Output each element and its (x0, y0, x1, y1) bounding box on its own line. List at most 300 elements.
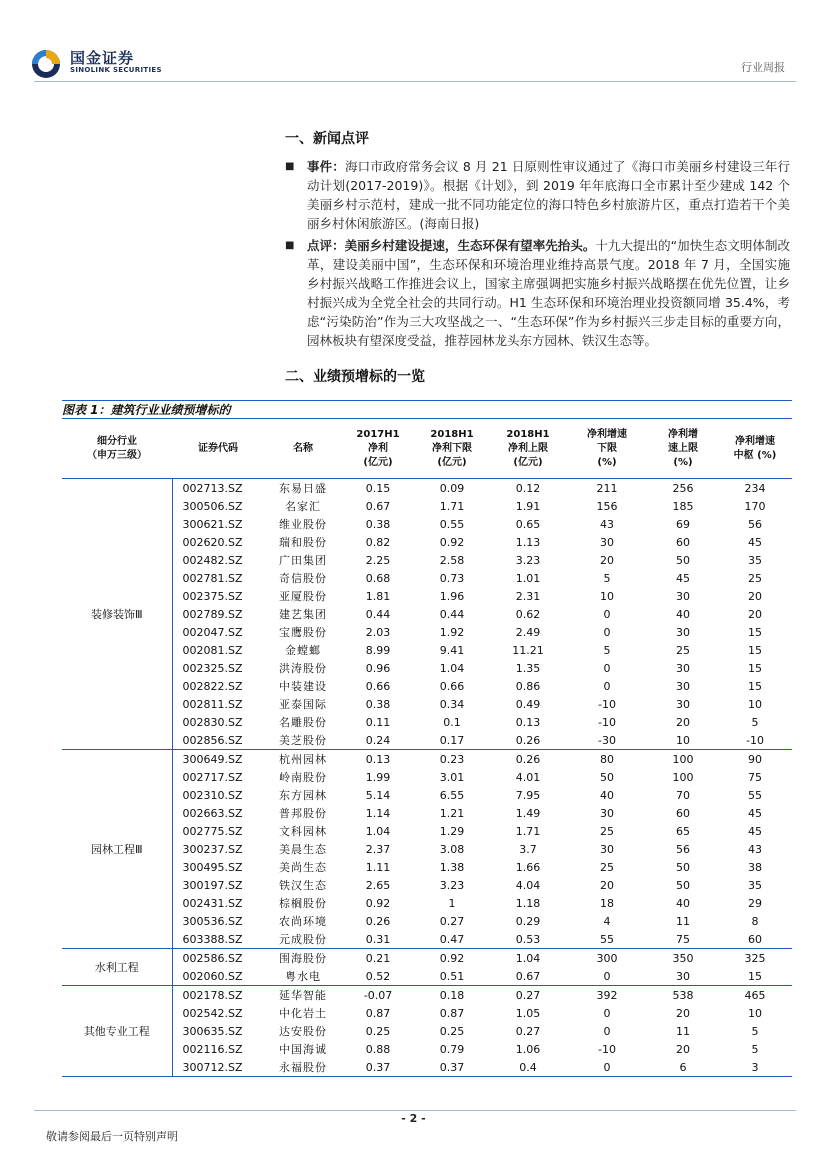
cell-name: 美尚生态 (279, 861, 327, 874)
cell-np2017: 0.26 (365, 914, 391, 928)
cell-code: 300197.SZ (182, 878, 243, 892)
cell-name: 中装建设 (279, 680, 327, 693)
col-header-industry: 细分行业 （申万三级） (62, 420, 172, 479)
col-header-high2018: 2018H1 净利上限 (亿元) (490, 420, 566, 479)
footer-divider (34, 1110, 796, 1111)
cell-growth-mid: 56 (748, 517, 762, 531)
cell-high2018: 0.49 (515, 697, 541, 711)
cell-name: 宝鹰股份 (279, 626, 327, 639)
bullet-square-icon: ■ (285, 161, 295, 172)
cell-growth-mid: 45 (748, 535, 762, 549)
cell-np2017: 1.81 (365, 589, 391, 603)
cell-growth-mid: 15 (748, 625, 762, 639)
cell-code: 002081.SZ (182, 643, 243, 657)
cell-name: 普邦股份 (279, 807, 327, 820)
bullet-event-text (307, 157, 790, 233)
cell-np2017: 2.65 (365, 878, 391, 892)
cell-growth-high: 256 (672, 481, 694, 495)
cell-growth-high: 45 (676, 571, 690, 585)
cell-growth-low: -10 (598, 1042, 616, 1056)
cell-name: 金螳螂 (285, 644, 321, 657)
cell-np2017: 2.37 (365, 842, 391, 856)
cell-np2017: 1.11 (365, 860, 391, 874)
table-row (62, 858, 792, 876)
cell-growth-mid: 45 (748, 806, 762, 820)
cell-low2018: 0.92 (439, 951, 465, 965)
cell-growth-mid: 8 (751, 914, 759, 928)
cell-np2017: 0.88 (365, 1042, 391, 1056)
cell-low2018: 0.37 (414, 1058, 490, 1077)
cell-low2018: 0.92 (439, 535, 465, 549)
cell-growth-high: 11 (676, 1024, 690, 1038)
cell-high2018: 0.53 (490, 930, 566, 949)
table-row (62, 930, 792, 949)
cell-code: 002781.SZ (182, 571, 243, 585)
cell-name: 粤水电 (264, 967, 342, 986)
cell-np2017: 0.21 (365, 951, 391, 965)
table-row (62, 569, 792, 587)
cell-high2018: 0.26 (490, 731, 566, 750)
table-row (62, 641, 792, 659)
cell-high2018: 1.35 (515, 661, 541, 675)
cell-np2017: 1.99 (365, 770, 391, 784)
cell-low2018: 0.1 (443, 715, 461, 729)
table-row (62, 876, 792, 894)
table-row (62, 967, 792, 986)
cell-name: 达安股份 (279, 1025, 327, 1038)
industry-cell: 园林工程Ⅲ (62, 750, 172, 949)
cell-growth-mid: 43 (748, 842, 762, 856)
cell-np2017: 0.52 (342, 967, 414, 986)
cell-name: 永福股份 (264, 1058, 342, 1077)
cell-growth-high: 50 (676, 878, 690, 892)
cell-growth-low: 392 (596, 988, 618, 1002)
cell-growth-mid: 325 (744, 951, 766, 965)
cell-name: 名家汇 (285, 500, 321, 513)
cell-growth-mid: 234 (744, 481, 766, 495)
cell-growth-mid: 38 (748, 860, 762, 874)
cell-high2018: 1.18 (515, 896, 541, 910)
cell-low2018: 0.44 (439, 607, 465, 621)
cell-high2018: 3.23 (515, 553, 541, 567)
cell-code: 002310.SZ (182, 788, 243, 802)
cell-low2018: 0.23 (439, 752, 465, 766)
cell-code: 002060.SZ (172, 967, 264, 986)
table-row (62, 1022, 792, 1040)
cell-code: 002822.SZ (182, 679, 243, 693)
cell-growth-mid: 465 (744, 988, 766, 1002)
table-row (62, 822, 792, 840)
cell-name: 岭南股份 (279, 771, 327, 784)
cell-low2018: 1.04 (439, 661, 465, 675)
table-row (62, 1040, 792, 1058)
cell-code: 002482.SZ (182, 553, 243, 567)
col-header-growth-low: 净利增速 下限 (%) (566, 420, 648, 479)
cell-code: 300621.SZ (182, 517, 243, 531)
cell-growth-high: 56 (676, 842, 690, 856)
table-row (62, 731, 792, 750)
table-row (62, 551, 792, 569)
cell-name: 东易日盛 (279, 482, 327, 495)
cell-low2018: 0.18 (439, 988, 465, 1002)
header-divider (34, 81, 796, 82)
cell-low2018: 1.21 (439, 806, 465, 820)
cell-low2018: 0.34 (439, 697, 465, 711)
table-row (62, 912, 792, 930)
cell-growth-low: 50 (600, 770, 614, 784)
cell-high2018: 0.29 (515, 914, 541, 928)
cell-growth-low: 0 (603, 1024, 611, 1038)
cell-high2018: 2.49 (515, 625, 541, 639)
cell-code: 002775.SZ (182, 824, 243, 838)
cell-growth-low: 10 (600, 589, 614, 603)
cell-growth-high: 40 (676, 607, 690, 621)
cell-high2018: 1.71 (515, 824, 541, 838)
table-row (62, 515, 792, 533)
cell-growth-mid: 5 (751, 1042, 759, 1056)
table-row (62, 713, 792, 731)
cell-growth-high: 30 (676, 625, 690, 639)
page-header (0, 0, 827, 110)
table-row (62, 986, 792, 1005)
cell-np2017: 1.14 (365, 806, 391, 820)
cell-growth-high: 50 (676, 553, 690, 567)
table-header-row (62, 420, 792, 479)
cell-np2017: 0.15 (365, 481, 391, 495)
cell-high2018: 1.06 (515, 1042, 541, 1056)
cell-np2017: 0.38 (365, 517, 391, 531)
cell-code: 002542.SZ (182, 1006, 243, 1020)
cell-growth-low: 4 (603, 914, 611, 928)
cell-growth-high: 30 (676, 679, 690, 693)
cell-growth-low: 0 (566, 967, 648, 986)
cell-growth-low: -30 (566, 731, 648, 750)
cell-high2018: 7.95 (515, 788, 541, 802)
cell-high2018: 4.04 (515, 878, 541, 892)
logo-name-cn: 国金证券 (70, 49, 135, 67)
table-row (62, 605, 792, 623)
cell-growth-high: 350 (672, 951, 694, 965)
cell-growth-low: 18 (600, 896, 614, 910)
cell-name: 美晨生态 (279, 843, 327, 856)
cell-np2017: 0.13 (365, 752, 391, 766)
cell-growth-high: 75 (648, 930, 718, 949)
table-row (62, 840, 792, 858)
cell-high2018: 1.05 (515, 1006, 541, 1020)
cell-growth-mid: 29 (748, 896, 762, 910)
cell-code: 002375.SZ (182, 589, 243, 603)
cell-code: 002047.SZ (182, 625, 243, 639)
cell-np2017: 0.11 (365, 715, 391, 729)
cell-code: 300635.SZ (182, 1024, 243, 1038)
bullet-event-body: 海口市政府常务会议 8 月 21 日原则性审议通过了《海口市美丽乡村建设三年行动计划(2017-2019)》。根据《计划》，到 2019 年年底海口全市累计至少建成 142 个美丽乡村示范村，建成一批不同功能定位的海口特色乡村旅游片区，重点打造若干个美丽乡村休闲旅游区。(海南日报) (307, 159, 790, 231)
cell-code: 300495.SZ (182, 860, 243, 874)
cell-growth-high: 70 (676, 788, 690, 802)
cell-name: 亚厦股份 (279, 590, 327, 603)
cell-growth-high: 40 (676, 896, 690, 910)
cell-name: 铁汉生态 (279, 879, 327, 892)
cell-low2018: 3.08 (439, 842, 465, 856)
cell-growth-mid: 15 (748, 661, 762, 675)
cell-name: 农尚环境 (279, 915, 327, 928)
cell-high2018: 2.31 (515, 589, 541, 603)
cell-code: 002116.SZ (182, 1042, 243, 1056)
cell-low2018: 0.87 (439, 1006, 465, 1020)
table-row (62, 497, 792, 515)
table-row (62, 750, 792, 769)
cell-name: 瑞和股份 (279, 536, 327, 549)
cell-growth-high: 185 (672, 499, 694, 513)
cell-np2017: 5.14 (365, 788, 391, 802)
cell-code: 002325.SZ (182, 661, 243, 675)
cell-growth-high: 100 (672, 770, 694, 784)
cell-low2018: 3.23 (439, 878, 465, 892)
cell-high2018: 1.01 (515, 571, 541, 585)
cell-growth-low: 156 (596, 499, 618, 513)
cell-growth-low: -10 (598, 697, 616, 711)
cell-growth-mid: 3 (718, 1058, 792, 1077)
cell-low2018: 1.92 (439, 625, 465, 639)
cell-high2018: 1.13 (515, 535, 541, 549)
cell-growth-mid: 75 (748, 770, 762, 784)
table-row (62, 1004, 792, 1022)
cell-low2018: 0.55 (439, 517, 465, 531)
cell-high2018: 0.67 (490, 967, 566, 986)
cell-name: 美芝股份 (264, 731, 342, 750)
cell-code: 002431.SZ (182, 896, 243, 910)
cell-code: 300536.SZ (182, 914, 243, 928)
cell-growth-mid: 10 (748, 1006, 762, 1020)
table-body (62, 479, 792, 1077)
cell-high2018: 1.66 (515, 860, 541, 874)
logo-mark-icon (30, 48, 62, 80)
table-row (62, 804, 792, 822)
cell-np2017: 0.66 (365, 679, 391, 693)
cell-growth-low: 0 (603, 661, 611, 675)
cell-name: 亚泰国际 (279, 698, 327, 711)
cell-growth-high: 60 (676, 806, 690, 820)
cell-code: 002663.SZ (182, 806, 243, 820)
table-row (62, 479, 792, 498)
cell-low2018: 0.73 (439, 571, 465, 585)
cell-high2018: 0.4 (490, 1058, 566, 1077)
table-row (62, 623, 792, 641)
bullet-event (285, 157, 790, 233)
cell-name: 中国海诚 (279, 1043, 327, 1056)
industry-cell: 水利工程 (62, 949, 172, 986)
cell-np2017: 0.67 (365, 499, 391, 513)
cell-np2017: 0.96 (365, 661, 391, 675)
cell-growth-low: 43 (600, 517, 614, 531)
bullet-comment-body: 十九大提出的“加快生态文明体制改革，建设美丽中国”，生态环保和环境治理业维持高景气度。2018 年 7 月，全国实施乡村振兴战略工作推进会议上，国家主席强调把实施乡村振兴战略摆在优先位置，让乡村振兴成为全党全社会的共同行动。H1 生态环保和环境治理业投资额同增 35.4%，考虑“污染防治”作为三大攻坚战之一、“生态环保”作为乡村振兴三步走目标的重要方向，园林板块有望深度受益，推荐园林龙头东方园林、铁汉生态等。 (307, 238, 790, 348)
table-row (62, 786, 792, 804)
figure-caption: 图表 1：建筑行业业绩预增标的 (62, 403, 231, 417)
table-row (62, 677, 792, 695)
cell-growth-low: 30 (600, 535, 614, 549)
cell-name: 建艺集团 (279, 608, 327, 621)
cell-growth-low: 80 (600, 752, 614, 766)
cell-name: 广田集团 (279, 554, 327, 567)
cell-np2017: 2.03 (365, 625, 391, 639)
section-title-news: 一、新闻点评 (285, 131, 369, 147)
cell-growth-high: 50 (676, 860, 690, 874)
cell-np2017: 1.04 (365, 824, 391, 838)
table-row (62, 533, 792, 551)
bullet-comment-label: 点评：美丽乡村建设提速，生态环保有望率先抬头。 (307, 238, 596, 253)
cell-high2018: 0.27 (515, 988, 541, 1002)
cell-np2017: 0.87 (365, 1006, 391, 1020)
cell-growth-low: 30 (600, 842, 614, 856)
cell-name: 洪涛股份 (279, 662, 327, 675)
cell-growth-high: 65 (676, 824, 690, 838)
cell-low2018: 0.79 (439, 1042, 465, 1056)
cell-growth-mid: 5 (751, 1024, 759, 1038)
cell-low2018: 0.09 (439, 481, 465, 495)
cell-growth-high: 69 (676, 517, 690, 531)
cell-high2018: 1.91 (515, 499, 541, 513)
cell-growth-high: 20 (676, 1006, 690, 1020)
bullet-comment-text (307, 236, 790, 350)
cell-growth-mid: 170 (744, 499, 766, 513)
cell-growth-high: 538 (672, 988, 694, 1002)
cell-growth-low: 40 (600, 788, 614, 802)
cell-np2017: 0.24 (342, 731, 414, 750)
cell-name: 延华智能 (279, 989, 327, 1002)
cell-growth-low: 25 (600, 824, 614, 838)
cell-growth-low: 0 (603, 679, 611, 693)
cell-growth-low: 300 (596, 951, 618, 965)
cell-growth-mid: 20 (748, 607, 762, 621)
table-row (62, 768, 792, 786)
col-header-name: 名称 (264, 420, 342, 479)
cell-np2017: 0.31 (342, 930, 414, 949)
cell-growth-high: 30 (676, 589, 690, 603)
cell-low2018: 0.25 (439, 1024, 465, 1038)
cell-np2017: 0.82 (365, 535, 391, 549)
cell-growth-high: 60 (676, 535, 690, 549)
cell-high2018: 11.21 (512, 643, 544, 657)
cell-code: 002789.SZ (182, 607, 243, 621)
cell-growth-mid: 90 (748, 752, 762, 766)
cell-high2018: 0.27 (515, 1024, 541, 1038)
cell-growth-mid: 25 (748, 571, 762, 585)
cell-code: 002713.SZ (182, 481, 243, 495)
logo-name-en: SINOLINK SECURITIES (70, 66, 162, 74)
report-type-label: 行业周报 (741, 61, 785, 74)
cell-code: 002830.SZ (182, 715, 243, 729)
cell-np2017: 0.44 (365, 607, 391, 621)
cell-name: 维业股份 (279, 518, 327, 531)
cell-code: 300237.SZ (182, 842, 243, 856)
cell-name: 东方园林 (279, 789, 327, 802)
cell-code: 603388.SZ (172, 930, 264, 949)
industry-cell: 装修装饰Ⅲ (62, 479, 172, 750)
table-row (62, 894, 792, 912)
cell-low2018: 1.38 (439, 860, 465, 874)
cell-growth-high: 20 (676, 715, 690, 729)
cell-growth-low: 5 (603, 571, 611, 585)
cell-growth-high: 100 (672, 752, 694, 766)
cell-code: 002717.SZ (182, 770, 243, 784)
cell-high2018: 0.13 (515, 715, 541, 729)
cell-high2018: 1.49 (515, 806, 541, 820)
cell-code: 002178.SZ (182, 988, 243, 1002)
cell-np2017: 0.37 (342, 1058, 414, 1077)
cell-growth-low: 25 (600, 860, 614, 874)
industry-cell: 其他专业工程 (62, 986, 172, 1077)
cell-code: 002811.SZ (182, 697, 243, 711)
cell-name: 杭州园林 (279, 753, 327, 766)
cell-growth-high: 25 (676, 643, 690, 657)
cell-code: 002620.SZ (182, 535, 243, 549)
cell-name: 中化岩土 (279, 1007, 327, 1020)
forecast-table (62, 420, 792, 1077)
cell-growth-high: 6 (648, 1058, 718, 1077)
cell-np2017: -0.07 (363, 988, 393, 1002)
cell-low2018: 9.41 (439, 643, 465, 657)
cell-low2018: 1 (448, 896, 456, 910)
cell-growth-mid: 10 (748, 697, 762, 711)
cell-high2018: 0.86 (515, 679, 541, 693)
cell-low2018: 3.01 (439, 770, 465, 784)
cell-low2018: 0.17 (414, 731, 490, 750)
cell-growth-low: 5 (603, 643, 611, 657)
cell-low2018: 2.58 (439, 553, 465, 567)
cell-growth-high: 20 (676, 1042, 690, 1056)
cell-name: 文科园林 (279, 825, 327, 838)
cell-code: 300712.SZ (172, 1058, 264, 1077)
cell-np2017: 0.25 (365, 1024, 391, 1038)
cell-code: 300649.SZ (182, 752, 243, 766)
cell-np2017: 0.68 (365, 571, 391, 585)
bullet-event-label: 事件： (307, 159, 345, 174)
cell-growth-low: -10 (598, 715, 616, 729)
cell-name: 元成股份 (264, 930, 342, 949)
cell-low2018: 0.47 (414, 930, 490, 949)
cell-low2018: 0.66 (439, 679, 465, 693)
cell-high2018: 0.12 (515, 481, 541, 495)
section-title-forecast: 二、业绩预增标的一览 (285, 369, 425, 385)
table-row (62, 949, 792, 968)
table-row (62, 659, 792, 677)
cell-growth-mid: 15 (748, 643, 762, 657)
cell-high2018: 4.01 (515, 770, 541, 784)
col-header-growth-high: 净利增 速上限 (%) (648, 420, 718, 479)
cell-growth-low: 55 (566, 930, 648, 949)
cell-high2018: 1.04 (515, 951, 541, 965)
cell-high2018: 0.26 (515, 752, 541, 766)
cell-low2018: 0.51 (414, 967, 490, 986)
table-row (62, 1058, 792, 1077)
bullet-square-icon: ■ (285, 240, 295, 251)
cell-low2018: 0.27 (439, 914, 465, 928)
cell-low2018: 1.96 (439, 589, 465, 603)
cell-growth-mid: 35 (748, 878, 762, 892)
cell-growth-low: 0 (566, 1058, 648, 1077)
cell-growth-low: 211 (596, 481, 618, 495)
cell-np2017: 0.38 (365, 697, 391, 711)
cell-growth-mid: 35 (748, 553, 762, 567)
cell-growth-high: 30 (648, 967, 718, 986)
cell-growth-mid: 15 (748, 679, 762, 693)
col-header-low2018: 2018H1 净利下限 (亿元) (414, 420, 490, 479)
cell-code: 300506.SZ (182, 499, 243, 513)
cell-growth-low: 0 (603, 1006, 611, 1020)
cell-growth-mid: 20 (748, 589, 762, 603)
cell-code: 002586.SZ (182, 951, 243, 965)
cell-low2018: 1.71 (439, 499, 465, 513)
cell-low2018: 6.55 (439, 788, 465, 802)
